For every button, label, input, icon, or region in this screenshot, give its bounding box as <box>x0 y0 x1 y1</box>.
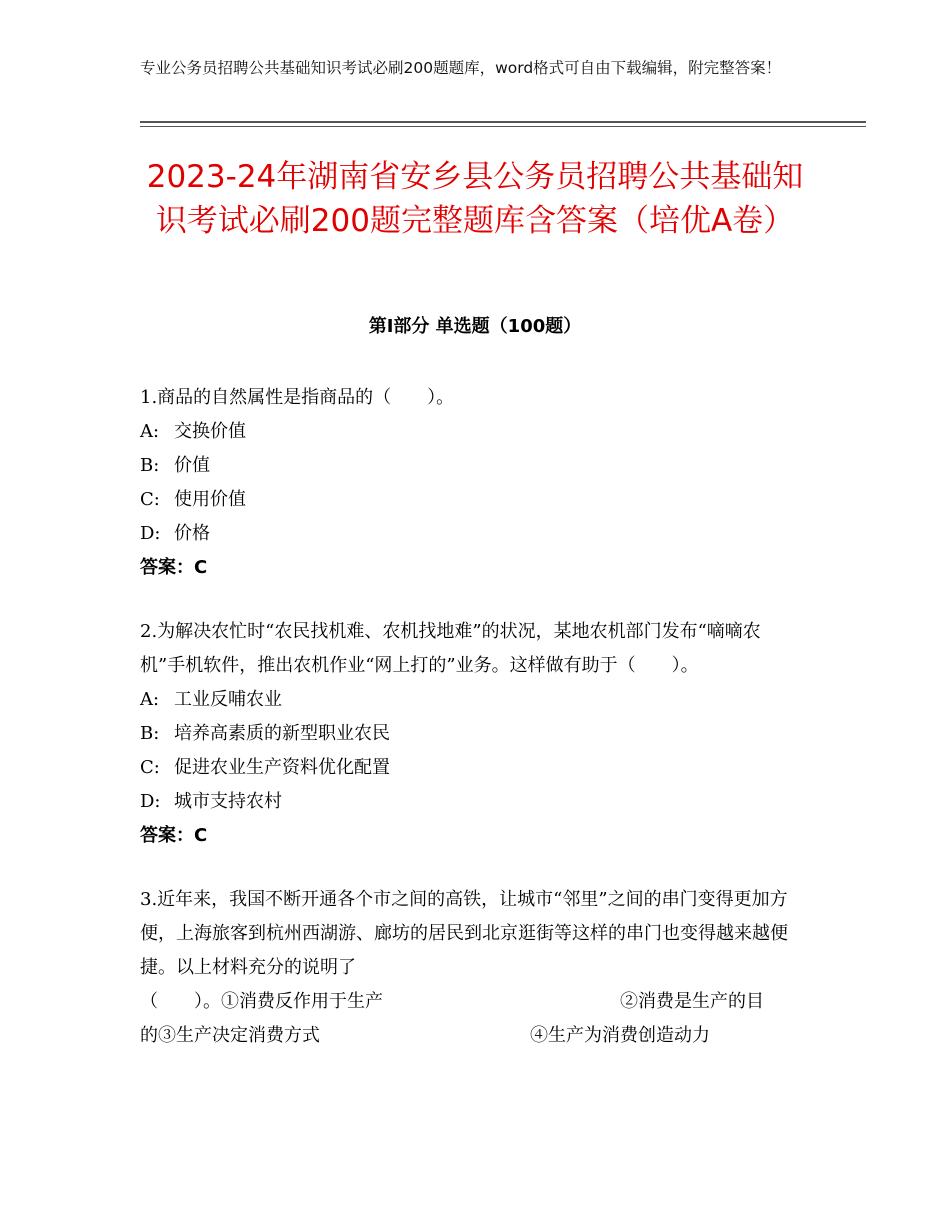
question-2 <box>140 615 800 853</box>
option-text: 价格 <box>174 523 210 544</box>
answer-prefix: 答案： <box>140 825 194 846</box>
option-d <box>140 785 800 819</box>
statement-left: 的③生产决定消费方式 <box>140 1025 320 1046</box>
question-stem: 1.商品的自然属性是指商品的（ ）。 <box>140 387 455 408</box>
statement-right: ②消费是生产的目 <box>620 991 764 1012</box>
question-3 <box>140 883 800 1053</box>
option-d <box>140 517 800 551</box>
option-text: 交换价值 <box>174 421 246 442</box>
option-b <box>140 449 800 483</box>
option-b <box>140 717 800 751</box>
header-note: 专业公务员招聘公共基础知识考试必刷200题题库，word格式可自由下载编辑，附完整答案！ <box>140 59 782 77</box>
option-key: A: <box>140 689 160 710</box>
option-key: D: <box>140 523 161 544</box>
option-c <box>140 751 800 785</box>
option-key: A: <box>140 421 160 442</box>
question-list <box>140 381 800 1083</box>
answer-line <box>140 551 800 585</box>
header-rule-thick <box>140 121 866 123</box>
answer-value: C <box>194 825 208 846</box>
option-text: 工业反哺农业 <box>174 689 282 710</box>
option-c <box>140 483 800 517</box>
option-key: D: <box>140 791 161 812</box>
statement-line <box>140 1019 800 1053</box>
header-rule-thin <box>140 126 866 127</box>
option-a <box>140 683 800 717</box>
answer-prefix: 答案： <box>140 557 194 578</box>
document-title: 2023-24年湖南省安乡县公务员招聘公共基础知识考试必刷200题完整题库含答案（培优A卷） <box>146 159 804 239</box>
option-a <box>140 415 800 449</box>
question-1 <box>140 381 800 585</box>
statement-line <box>140 985 800 1019</box>
statement-right: ④生产为消费创造动力 <box>530 1025 710 1046</box>
option-text: 城市支持农村 <box>174 791 282 812</box>
option-text: 价值 <box>174 455 210 476</box>
question-stem: 2.为解决农忙时“农民找机难、农机找地难”的状况，某地农机部门发布“嘀嘀农机”手机软件，推出农机作业“网上打的”业务。这样做有助于（ ）。 <box>140 621 761 676</box>
answer-value: C <box>194 557 208 578</box>
option-key: C: <box>140 757 160 778</box>
option-key: C: <box>140 489 160 510</box>
option-text: 促进农业生产资料优化配置 <box>174 757 390 778</box>
option-key: B: <box>140 455 160 476</box>
statement-left: （ ）。①消费反作用于生产 <box>140 991 383 1012</box>
option-text: 使用价值 <box>174 489 246 510</box>
question-stem: 3.近年来，我国不断开通各个市之间的高铁，让城市“邻里”之间的串门变得更加方便，上海旅客到杭州西湖游、廊坊的居民到北京逛街等这样的串门也变得越来越便捷。以上材料充分的说明了 <box>140 889 788 978</box>
answer-line <box>140 819 800 853</box>
option-text: 培养高素质的新型职业农民 <box>174 723 390 744</box>
section-heading: 第I部分 单选题（100题） <box>368 316 582 337</box>
option-key: B: <box>140 723 160 744</box>
